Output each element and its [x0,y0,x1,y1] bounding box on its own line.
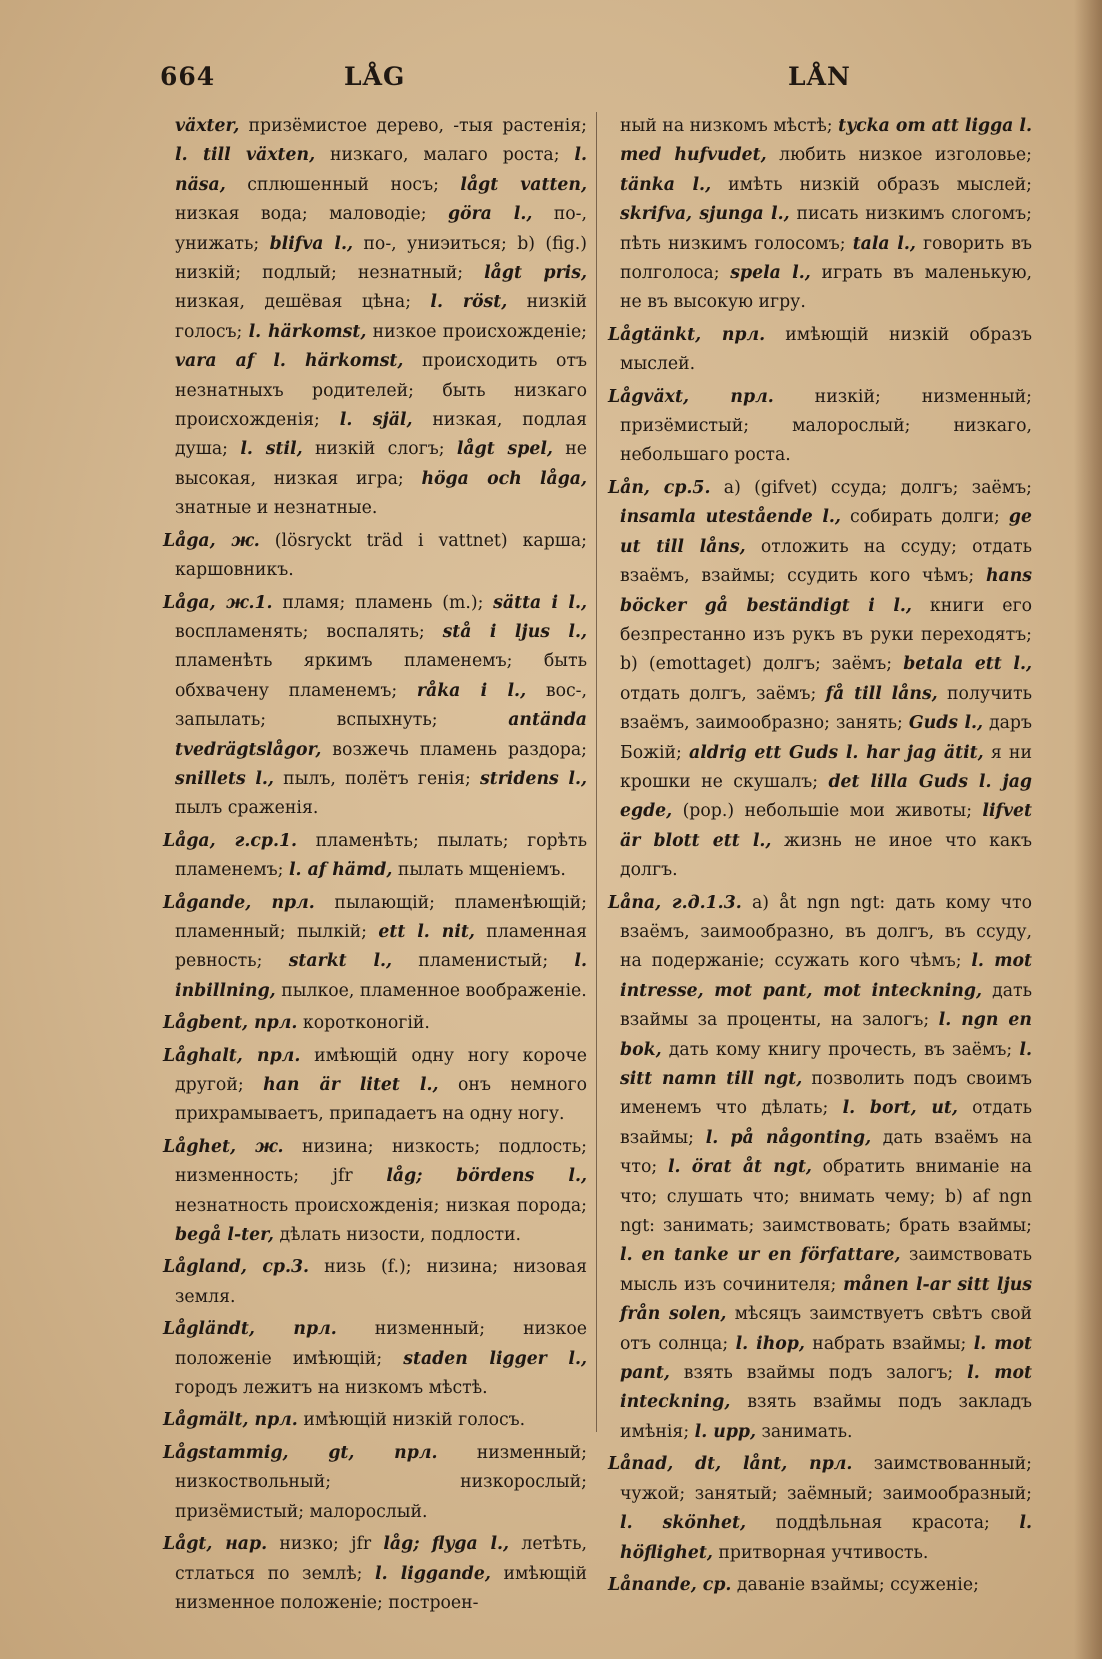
russian-definition: пылающій; пламенѣющій; пламенный; пылкій; [175,892,587,942]
swedish-example: blifva l., [269,233,353,254]
headword: Lågmält, [163,1410,249,1431]
russian-definition: заимствовать мысль изъ сочинителя; [620,1245,1032,1295]
grammar-label: прл. [254,1319,337,1340]
russian-definition: a) (gifvet) ссуда; долгъ; заёмъ; [710,477,1032,498]
swedish-example: l. sitt namn till ngt, [620,1039,1032,1089]
swedish-example: l. höflighet, [620,1513,1032,1563]
swedish-example: få till låns, [825,683,938,704]
grammar-label: нар. [212,1534,268,1555]
russian-definition: пламя; пламень (m.); [272,592,494,613]
russian-definition: низменный; низкое положеніе имѣющій; [175,1319,587,1369]
russian-definition: поддѣльная красота; [746,1513,1020,1534]
dictionary-entry [163,1133,587,1251]
russian-definition: низкаго, малаго роста; [315,145,575,166]
dictionary-entry [163,589,587,824]
russian-definition: пылкое, пламенное воображеніе. [275,980,587,1001]
grammar-label: ср. [696,1574,732,1595]
grammar-label: г.д.1.3. [661,892,742,913]
entry-continuation [163,112,587,524]
russian-definition: пылать мщеніемъ. [392,860,566,881]
swedish-example: sätta i l., [493,592,587,613]
swedish-example: l. ngn en bok, [620,1010,1032,1060]
page-number: 664 [160,62,216,91]
column-divider [596,112,597,1432]
swedish-example: l. ihop, [735,1333,805,1354]
swedish-example: l. näsa, [175,145,587,195]
swedish-example: stå i ljus l., [442,621,587,642]
swedish-example: l. af hämd, [288,860,393,881]
russian-definition: ный на низкомъ мѣстѣ; [620,116,839,136]
swedish-example: lågt vatten, [460,174,587,195]
headword: Låna, [608,892,662,913]
russian-definition: книги его безпрестанно изъ рукъ въ руки переходятъ; b) (emottaget) долгъ; заёмъ; [620,595,1032,675]
swedish-example: aldrig ett Guds l. har jag ätit, [689,742,984,763]
russian-definition: летѣть, стлаться по землѣ; [175,1534,587,1584]
russian-definition: низко; jfr [267,1534,384,1555]
grammar-label: прл. [248,1013,298,1034]
swedish-example: l. på någonting, [705,1127,872,1148]
headword: Lågländt, [163,1319,255,1340]
russian-definition: писать низкимъ слогомъ; пѣть низкимъ голосомъ; [620,204,1032,254]
swedish-example: låg; [386,1166,423,1187]
russian-definition: позволить подъ своимъ именемъ что дѣлать; [620,1069,1032,1119]
russian-definition: вос-, запылать; вспыхнуть; [175,680,587,731]
swedish-example: ge ut till låns, [620,507,1032,557]
swedish-example: l. inbillning, [175,951,588,1001]
swedish-example: höga och låga, [421,468,588,489]
swedish-example: insamla utestående l., [620,507,841,528]
dictionary-entry [163,1009,587,1038]
russian-definition: имѣющій низменное положеніе; построен- [175,1563,587,1613]
russian-definition: любить низкое изголовье; [766,145,1032,166]
russian-definition: низкая вода; маловодіе; [175,204,448,225]
russian-definition: низкая, дешёвая цѣна; [175,292,431,313]
headword: Låghet, [163,1136,236,1157]
swedish-example: göra l., [447,204,533,225]
russian-definition: происходить отъ незнатныхъ родителей; быть низкаго происхожденія; [175,351,588,431]
russian-definition: a) åt ngn ngt: дать кому что взаёмъ, заимообразно, въ долгъ, въ ссуду, на подержаніе; ссужать кого чѣмъ; [620,892,1032,972]
russian-definition: дать кому книгу прочесть, въ заёмъ; [661,1039,1020,1060]
russian-definition: низкій; низменный; призёмистый; малорослый; низкаго, небольшаго роста. [620,386,1032,466]
swedish-example: l. mot pant, [620,1333,1032,1384]
headword: Låga, [163,530,216,551]
dictionary-entry [163,1042,587,1130]
swedish-example: l. mot inteckning, [620,1363,1032,1413]
swedish-example: antända tvedrägtslågor, [175,710,587,760]
russian-definition: низкое происхожденіе; [366,321,587,342]
russian-definition: по-, униэиться; b) (fig.) низкій; подлый; незнатный; [175,233,587,284]
headword: Låghalt, [163,1045,243,1066]
russian-definition: воспламенять; воспалять; [175,621,443,642]
swedish-example: l. upp, [694,1421,757,1442]
headword: Lågstammig, gt, [163,1442,355,1463]
russian-definition: дать взаймы за проценты, на залогъ; [620,980,1033,1031]
swedish-example: betala ett l., [903,654,1032,675]
grammar-label: г.ср.1. [215,830,298,851]
russian-definition: (рор.) небольшіе мои животы; [672,801,983,822]
swedish-example: lifvet är blott ett l., [620,801,1032,851]
grammar-label: ср.3. [246,1257,310,1278]
swedish-example: l. stil, [240,439,303,460]
russian-definition [423,1166,457,1186]
russian-definition: знатные и незнатные. [175,498,378,519]
russian-definition: имѣющій низкій голосъ. [297,1410,526,1431]
russian-definition: низина; низкость; подлость; низменность; jfr [175,1136,587,1187]
russian-definition: получить взаёмъ, заимообразно; занять; [620,683,1033,734]
russian-definition: набрать взаймы; [804,1333,974,1354]
swedish-example: l. mot intresse, mot pant, mot inteckning, [620,951,1032,1001]
swedish-example: bördens l., [456,1166,588,1187]
grammar-label: прл. [354,1442,438,1463]
russian-definition: дѣлать низости, подлости. [273,1225,522,1246]
russian-definition: по-, унижать; [175,204,588,254]
swedish-example: ett l. nit, [378,921,475,942]
swedish-example: månen l-ar sitt ljus från solen, [620,1274,1032,1325]
russian-definition: городъ лежитъ на низкомъ мѣстѣ. [175,1378,488,1399]
grammar-label: прл. [701,324,766,345]
dictionary-entry [163,527,587,586]
grammar-label: прл. [248,1410,298,1431]
swedish-example: vara af l. härkomst, [175,351,404,372]
dictionary-entry [163,1253,587,1312]
dictionary-entry [608,1571,1032,1600]
russian-definition: низь (f.); низина; низовая земля. [175,1257,587,1307]
headword: Lågande, [163,892,252,913]
swedish-example: snillets l., [175,768,274,789]
swedish-example: l. skönhet, [620,1513,747,1534]
swedish-example: begå l-ter, [175,1225,274,1246]
russian-definition: пылъ, полётъ генія; [273,768,480,789]
swedish-example: råka i l., [416,680,527,701]
swedish-example: skrifva, sjunga l., [620,204,790,225]
russian-definition: отложить на ссуду; отдать взаёмъ, взаймы; ссудить кого чѣмъ; [620,536,1032,587]
russian-definition: сплюшенный носъ; [225,174,461,195]
russian-definition: отдать взаймы; [620,1098,1033,1148]
russian-definition: притворная учтивость. [712,1542,929,1563]
russian-definition: играть въ маленькую, не въ высокую игру. [620,263,1032,313]
headword: Låga, [163,830,216,851]
swedish-example: l. till växten, [175,145,316,166]
russian-definition: обратить вниманіе на что; слушать что; внимать чему; b) af ngn ngt: занимать; заимствовать; брать взаймы; [620,1157,1032,1237]
russian-definition: не высокая, низкая игра; [175,439,587,489]
dictionary-entry [163,1439,587,1527]
dictionary-entry [163,827,587,886]
swedish-example: låg; [383,1534,420,1555]
swedish-example: han är litet l., [263,1075,439,1095]
swedish-example: flyga l., [431,1534,510,1555]
swedish-example: lågt pris, [484,263,587,284]
headword: Lånande, [608,1574,697,1595]
russian-definition: имѣющій одну ногу короче другой; [175,1045,587,1095]
russian-definition: пылъ сраженія. [175,798,319,819]
headword: Lånad, dt, lånt, [608,1454,788,1475]
russian-definition: низкій слогъ; [302,439,457,460]
swedish-example: l. liggande, [375,1563,491,1584]
grammar-label: прл. [787,1454,853,1475]
headword: Lågväxt, [608,386,689,407]
swedish-example: lågt spel, [456,439,553,460]
page-edge-shadow [1074,0,1102,1659]
russian-definition: взять взаймы подъ закладъ имѣнія; [620,1392,1032,1442]
russian-definition: пламенная ревность; [175,921,588,972]
swedish-example: stridens l., [479,768,587,789]
headword: Lågland, [163,1257,247,1278]
grammar-label: ж. [215,530,260,551]
right-column [608,112,1032,1603]
swedish-example: l. härkomst, [248,321,367,342]
russian-definition: даваніе взаймы; ссуженіе; [731,1574,979,1595]
grammar-label: ж.1. [215,592,273,613]
grammar-label: ж. [236,1136,284,1157]
russian-definition: незнатность происхожденія; низкая порода; [175,1195,587,1216]
russian-definition: имѣть низкій образъ мыслей; [711,174,1032,195]
swedish-example: l. en tanke ur en författare, [620,1245,901,1266]
dictionary-entry [163,1406,587,1435]
russian-definition: низменный; низкоствольный; низкорослый; призёмистый; малорослый. [175,1442,587,1522]
swedish-example: det lilla Guds l. jag egde, [620,771,1032,822]
russian-definition: говорить въ полголоса; [620,233,1032,284]
russian-definition: низкая, подлая душа; [175,410,588,460]
swedish-example: l. bort, ut, [842,1098,958,1119]
guide-word-right: LÅN [788,62,851,91]
running-header [160,62,851,96]
russian-definition [420,1534,432,1554]
russian-definition: заимствованный; чужой; занятый; заёмный; заимообразный; [620,1454,1032,1504]
russian-definition: собирать долги; [840,507,1009,528]
grammar-label: ср.5. [649,477,711,498]
russian-definition: отдать долгъ, заёмъ; [620,683,826,704]
russian-definition: даръ Божій; [620,713,1032,763]
swedish-example: tycka om att ligga l. med hufvudet, [620,116,1032,166]
russian-definition: пламенистый; [392,951,575,972]
russian-definition: пламенѣть яркимъ пламенемъ; быть обхвачену пламенемъ; [175,651,587,701]
russian-definition: низкій голосъ; [175,292,587,342]
swedish-example: staden ligger l., [403,1348,587,1369]
grammar-label: прл. [251,892,315,913]
dictionary-entry [608,383,1032,471]
russian-definition: коротконогій. [297,1013,430,1034]
russian-definition: возжечь пламень раздора; [321,739,587,760]
russian-definition: пламенѣть; пылать; горѣть пламенемъ; [175,830,587,881]
dictionary-entry [163,1315,587,1403]
guide-word-left: LÅG [344,62,406,91]
swedish-example: l. själ, [339,410,413,431]
russian-definition: жизнь не иное что какъ долгъ. [620,830,1032,881]
swedish-example: l. röst, [430,292,508,313]
headword: Lån, [608,477,650,498]
headword: Lågbent, [163,1013,249,1034]
swedish-example: tala l., [852,233,916,254]
swedish-example: spela l., [730,263,811,284]
headword: Lågtänkt, [608,324,702,345]
dictionary-entry [608,474,1032,886]
russian-definition: я ни крошки не скушалъ; [620,742,1032,792]
grammar-label: прл. [242,1045,301,1066]
swedish-example: tänka l., [620,174,712,195]
left-column [163,112,587,1621]
dictionary-entry [608,321,1032,380]
russian-definition: занимать. [756,1421,853,1442]
russian-definition: призёмистое дерево, -тыя растенія; [239,116,587,136]
russian-definition: имѣющій низкій образъ мыслей. [620,324,1032,375]
headword: Lågt, [163,1534,213,1555]
entry-continuation [608,112,1032,318]
swedish-example: växter, [175,116,240,136]
dictionary-entry [163,889,587,1007]
dictionary-entry [608,889,1032,1448]
swedish-example: Guds l., [908,713,984,734]
russian-definition: дать взаёмъ на что; [620,1127,1032,1178]
swedish-example: l. örat åt ngt, [667,1157,812,1178]
dictionary-entry [163,1530,587,1618]
dictionary-entry [608,1450,1032,1568]
grammar-label: прл. [688,386,774,407]
swedish-example: starkt l., [288,951,393,972]
russian-definition: онъ немного прихрамываетъ, припадаетъ на одну ногу. [175,1075,587,1125]
headword: Låga, [163,592,216,613]
russian-definition: (lösryckt träd i vattnet) карша; каршовникъ. [175,530,587,581]
russian-definition: мѣсяцъ заимствуетъ свѣтъ свой отъ солнца; [620,1304,1032,1354]
swedish-example: hans böcker gå beständigt i l., [620,566,1032,616]
russian-definition: взять взаймы подъ залогъ; [669,1363,968,1384]
